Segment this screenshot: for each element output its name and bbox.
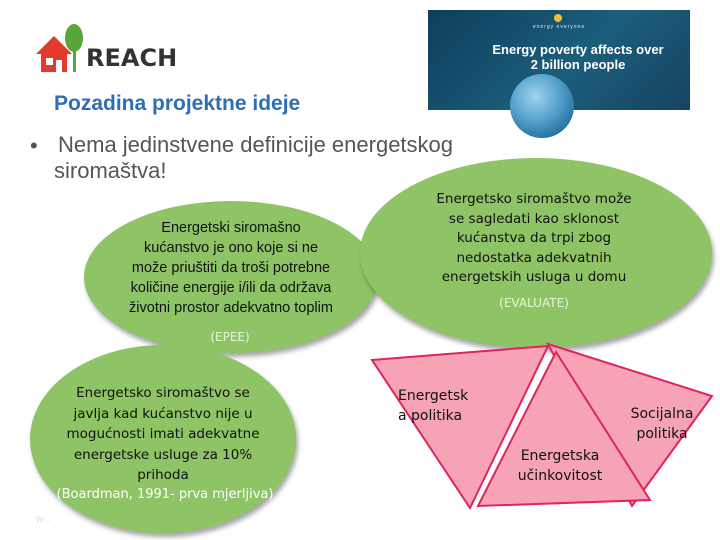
bubble-line: kućanstvo je ono koje si ne [143,240,319,256]
bubble-line: mogućnosti imati adekvatne [66,426,260,442]
label-line: politika [636,426,688,442]
bullet-line-2: siromaštva! [54,158,167,183]
bullet-line-1: Nema jedinstvene definicije energetskog [58,132,454,157]
poster-brand: energy everyone [532,24,586,30]
bubble-boardman-text [48,383,278,486]
bubble-line: prihoda [137,467,189,483]
label-line: učinkovitost [517,468,603,484]
label-social-policy [617,404,707,444]
label-line: Energetska [520,448,600,464]
bubble-epee-source: (EPEE) [210,330,250,344]
bubble-line: Energetsko siromaštvo se [76,385,250,401]
bubble-line: životni prostor adekvatno toplim [129,300,333,316]
footer-url: w... [36,514,52,525]
slide-heading: Pozadina projektne ideje [54,92,301,115]
bubble-line: Energetsko siromaštvo može [436,191,632,207]
bubble-line: količine energije i/ili da održava [130,280,332,296]
label-line: Energetsk [398,388,469,404]
logo-text: REACH [86,44,178,72]
bubble-line: kućanstva da trpi zbog [456,230,612,246]
poster-headline-2: 2 billion people [530,57,626,72]
poster-headline-1: Energy poverty affects over [492,42,664,57]
label-energy-efficiency [505,446,615,486]
bubble-line: može priuštiti da troši potrebne [131,260,331,276]
bullet-icon: • [30,133,38,158]
bubble-line: se sagledati kao sklonost [448,210,620,227]
bubble-line: nedostatka adekvatnih [456,249,612,266]
bubble-line: Energetski siromašno [161,220,301,236]
label-line: a politika [398,408,463,424]
label-line: Socijalna [630,406,694,422]
bubble-boardman-source: (Boardman, 1991- prva mjerljiva) [56,487,274,502]
label-energy-policy [398,386,488,426]
bubble-line: energetskih usluga u domu [441,269,627,285]
bubble-line: energetske usluge za 10% [73,446,253,463]
bubble-evaluate-source: (EVALUATE) [499,296,569,310]
bubble-line: javlja kad kućanstvo nije u [73,405,253,422]
